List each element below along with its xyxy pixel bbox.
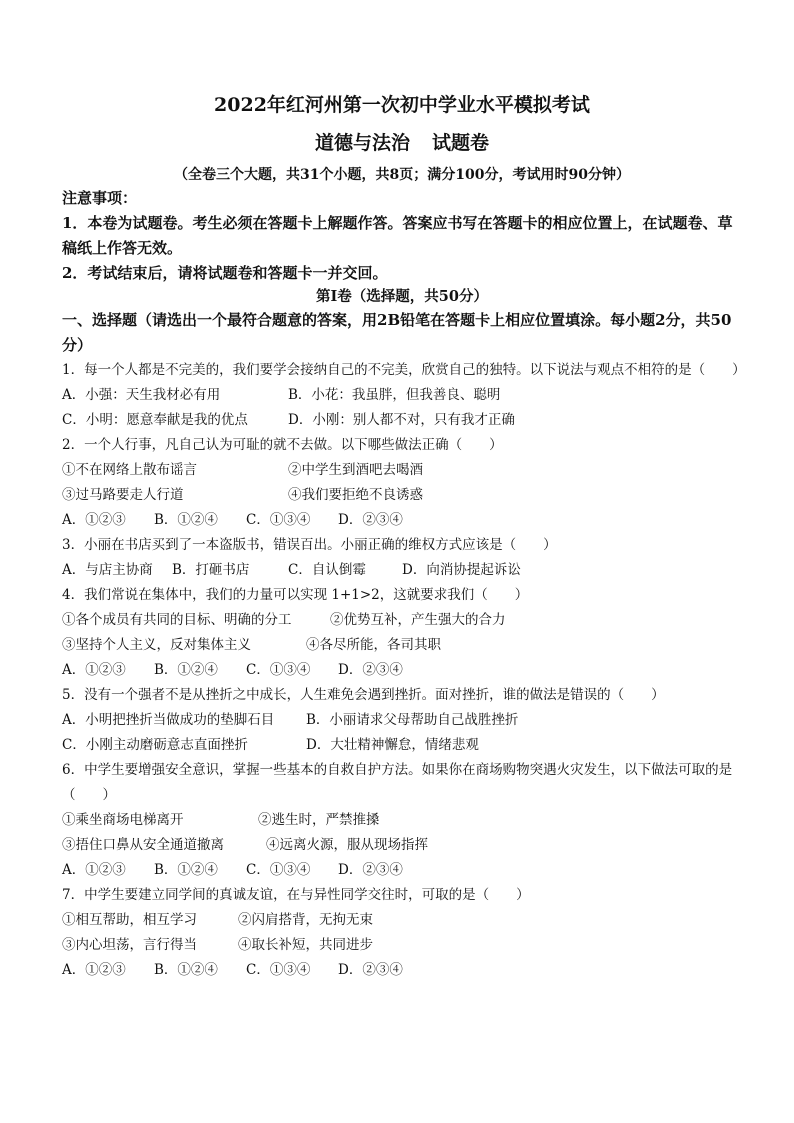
option: B．①②④ bbox=[154, 512, 218, 528]
option: D．向消协提起诉讼 bbox=[402, 562, 521, 578]
option-row bbox=[62, 558, 742, 583]
statement: ①乘坐商场电梯离开 bbox=[62, 812, 184, 828]
part-heading: 第Ⅰ卷（选择题，共50分） bbox=[316, 288, 488, 305]
statement: ①各个成员有共同的目标、明确的分工 bbox=[62, 612, 292, 628]
statement: ③过马路要走人行道 bbox=[62, 487, 184, 503]
option: A．①②③ bbox=[62, 662, 126, 678]
option-row bbox=[62, 858, 742, 883]
option: C．①③④ bbox=[246, 862, 311, 878]
statement-row bbox=[62, 608, 742, 633]
question-stem: 2．一个人行事，凡自己认为可耻的就不去做。以下哪些做法正确（ ） bbox=[62, 437, 503, 453]
option-row bbox=[62, 708, 742, 733]
option: A．①②③ bbox=[62, 962, 126, 978]
option: B．小花：我虽胖，但我善良、聪明 bbox=[288, 387, 501, 403]
option-row bbox=[62, 658, 742, 683]
question-stem: 6．中学生要增强安全意识，掌握一些基本的自救自护方法。如果你在商场购物突遇火灾发生，以下做法可取的是（ ） bbox=[62, 762, 733, 803]
option: D．②③④ bbox=[338, 962, 403, 978]
statement-row bbox=[62, 633, 742, 658]
note-item: 2．考试结束后，请将试题卷和答题卡一并交回。 bbox=[62, 264, 388, 282]
option: A．小明把挫折当做成功的垫脚石目 bbox=[62, 712, 275, 728]
statement: ②优势互补，产生强大的合力 bbox=[330, 612, 506, 628]
option: C．自认倒霉 bbox=[288, 562, 366, 578]
question-stem: 5．没有一个强者不是从挫折之中成长，人生难免会遇到挫折。面对挫折，谁的做法是错误的（ ） bbox=[62, 687, 665, 703]
statement: ②闪肩搭背，无拘无束 bbox=[238, 912, 373, 928]
option-row bbox=[62, 733, 742, 758]
option: A．①②③ bbox=[62, 512, 126, 528]
statement: ③坚持个人主义，反对集体主义 bbox=[62, 637, 251, 653]
note-item: 1．本卷为试题卷。考生必须在答题卡上解题作答。答案应书写在答题卡的相应位置上，在试题卷、草稿纸上作答无效。 bbox=[62, 214, 733, 257]
question-stem: 3．小丽在书店买到了一本盗版书，错误百出。小丽正确的维权方式应该是（ ） bbox=[62, 537, 557, 553]
statement-row bbox=[62, 908, 742, 933]
section-heading: 一、选择题（请选出一个最符合题意的答案，用2B铅笔在答题卡上相应位置填涂。每小题2分，共50分） bbox=[62, 311, 732, 354]
question-stem: 4．我们常说在集体中，我们的力量可以实现 1+1>2，这就要求我们（ ） bbox=[62, 587, 529, 603]
question-stem: 1．每一个人都是不完美的，我们要学会接纳自己的不完美，欣赏自己的独特。以下说法与观点不相符的是（ ） bbox=[62, 362, 746, 378]
option: D．②③④ bbox=[338, 662, 403, 678]
statement: ③捂住口鼻从安全通道撤离 bbox=[62, 837, 224, 853]
option-row bbox=[62, 408, 742, 433]
statement: ②中学生到酒吧去喝酒 bbox=[288, 462, 423, 478]
option: A．小强：天生我材必有用 bbox=[62, 387, 221, 403]
statement: ①不在网络上散布谣言 bbox=[62, 462, 197, 478]
statement: ①相互帮助，相互学习 bbox=[62, 912, 197, 928]
option: C．①③④ bbox=[246, 662, 311, 678]
option-row bbox=[62, 508, 742, 533]
statement-row bbox=[62, 833, 742, 858]
subject-name: 道德与法治 bbox=[314, 132, 410, 154]
option-row bbox=[62, 383, 742, 408]
option: D．大壮精神懈怠，情绪悲观 bbox=[306, 737, 479, 753]
question-stem: 7．中学生要建立同学间的真诚友谊，在与异性同学交往时，可取的是（ ） bbox=[62, 887, 530, 903]
option: B．①②④ bbox=[154, 662, 218, 678]
statement-row bbox=[62, 808, 742, 833]
option: B．打砸书店 bbox=[172, 562, 250, 578]
statement: ②逃生时，严禁推搡 bbox=[258, 812, 380, 828]
option: C．小刚主动磨砺意志直面挫折 bbox=[62, 737, 248, 753]
option: C．小明：愿意奉献是我的优点 bbox=[62, 412, 248, 428]
statement: ③内心坦荡，言行得当 bbox=[62, 937, 197, 953]
option: B．小丽请求父母帮助自己战胜挫折 bbox=[306, 712, 519, 728]
option: D．②③④ bbox=[338, 862, 403, 878]
option: A．与店主协商 bbox=[62, 562, 153, 578]
option: B．①②④ bbox=[154, 862, 218, 878]
option: A．①②③ bbox=[62, 862, 126, 878]
statement: ④各尽所能，各司其职 bbox=[306, 637, 441, 653]
statement-row bbox=[62, 458, 742, 483]
option-row bbox=[62, 958, 742, 983]
statement: ④我们要拒绝不良诱惑 bbox=[288, 487, 423, 503]
option: B．①②④ bbox=[154, 962, 218, 978]
exam-subtitle bbox=[62, 130, 742, 156]
notes-heading: 注意事项： bbox=[62, 189, 138, 207]
option: C．①③④ bbox=[246, 512, 311, 528]
paper-type: 试题卷 bbox=[432, 132, 490, 154]
option: D．小刚：别人都不对，只有我才正确 bbox=[288, 412, 515, 428]
exam-page bbox=[62, 92, 746, 983]
statement: ④取长补短，共同进步 bbox=[238, 937, 373, 953]
exam-title: 2022年红河州第一次初中学业水平模拟考试 bbox=[214, 94, 590, 116]
statement: ④远离火源，服从现场指挥 bbox=[266, 837, 428, 853]
statement-row bbox=[62, 483, 742, 508]
statement-row bbox=[62, 933, 742, 958]
option: D．②③④ bbox=[338, 512, 403, 528]
exam-meta: （全卷三个大题，共31个小题，共8页；满分100分，考试用时90分钟） bbox=[174, 167, 630, 183]
option: C．①③④ bbox=[246, 962, 311, 978]
